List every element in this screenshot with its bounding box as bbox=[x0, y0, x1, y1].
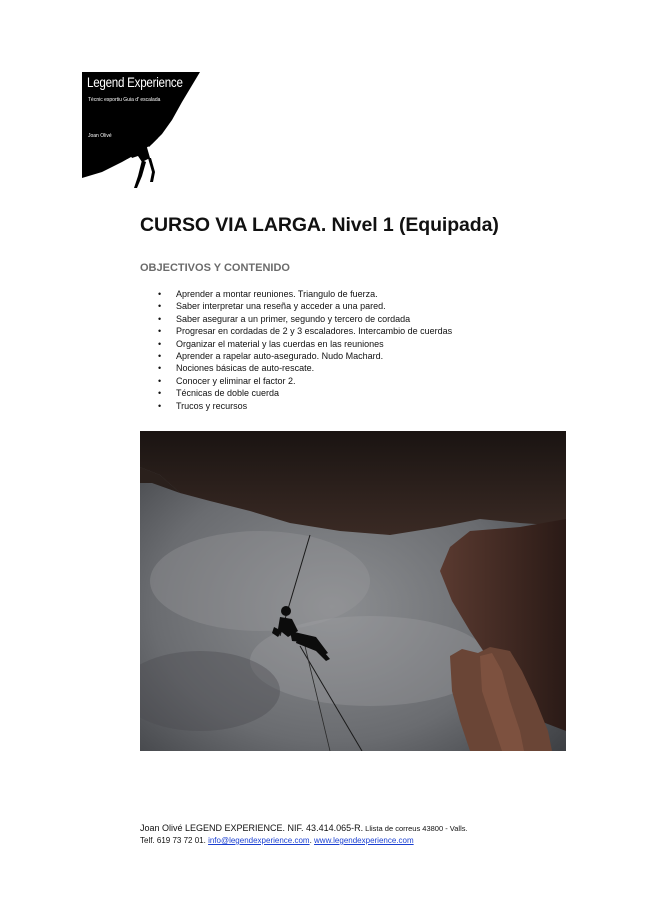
section-heading: OBJECTIVOS Y CONTENIDO bbox=[140, 262, 290, 274]
bullet-icon: • bbox=[158, 388, 162, 399]
logo-owner-name: Joan Olivé bbox=[88, 133, 112, 139]
list-item-text: Técnicas de doble cuerda bbox=[176, 388, 280, 399]
list-item bbox=[158, 325, 452, 337]
bullet-icon: • bbox=[158, 375, 162, 386]
list-item bbox=[158, 350, 452, 362]
logo-title: Legend Experience bbox=[87, 75, 183, 90]
list-item bbox=[158, 400, 452, 412]
list-item bbox=[158, 387, 452, 399]
footer-contact-line bbox=[140, 836, 414, 845]
list-item-text: Organizar el material y las cuerdas en las reuniones bbox=[176, 338, 384, 349]
bullet-icon: • bbox=[158, 350, 162, 361]
footer-company: Joan Olivé LEGEND EXPERIENCE. NIF. 43.414.065-R. bbox=[140, 823, 364, 833]
list-item-text: Aprender a rapelar auto-asegurado. Nudo Machard. bbox=[176, 350, 384, 361]
list-item-text: Nociones básicas de auto-rescate. bbox=[176, 363, 315, 374]
list-item bbox=[158, 362, 452, 374]
list-item-text: Aprender a montar reuniones. Triangulo de fuerza. bbox=[176, 289, 378, 299]
list-item-text: Saber interpretar una reseña y acceder a una pared. bbox=[176, 301, 386, 312]
list-item bbox=[158, 288, 452, 300]
footer-phone: Telf. 619 73 72 01. bbox=[140, 836, 209, 845]
document-title: CURSO VIA LARGA. Nivel 1 (Equipada) bbox=[140, 214, 499, 236]
list-item bbox=[158, 313, 452, 325]
footer-address-line bbox=[140, 823, 468, 833]
bullet-icon: • bbox=[158, 400, 162, 411]
legend-experience-logo bbox=[82, 72, 200, 190]
list-item bbox=[158, 300, 452, 312]
bullet-icon: • bbox=[158, 363, 162, 374]
bullet-icon: • bbox=[158, 289, 162, 299]
bullet-icon: • bbox=[158, 301, 162, 312]
footer-address: Llista de correus 43800 - Valls. bbox=[363, 824, 468, 833]
list-item-text: Trucos y recursos bbox=[176, 400, 248, 411]
email-link[interactable]: info@legendexperience.com bbox=[208, 836, 310, 845]
bullet-icon: • bbox=[158, 326, 162, 337]
list-item-text: Progresar en cordadas de 2 y 3 escaladores. Intercambio de cuerdas bbox=[176, 326, 453, 337]
list-item bbox=[158, 338, 452, 350]
list-item bbox=[158, 375, 452, 387]
rappel-photo bbox=[140, 431, 566, 751]
objectives-list bbox=[158, 288, 452, 412]
footer-separator: . bbox=[309, 836, 315, 845]
bullet-icon: • bbox=[158, 313, 162, 324]
bullet-icon: • bbox=[158, 338, 162, 349]
list-item-text: Conocer y eliminar el factor 2. bbox=[176, 375, 296, 386]
website-link[interactable]: www.legendexperience.com bbox=[314, 836, 414, 845]
logo-subtitle: Tècnic esportiu Guia d' escalada bbox=[88, 97, 161, 103]
list-item-text: Saber asegurar a un primer, segundo y tercero de cordada bbox=[176, 313, 411, 324]
